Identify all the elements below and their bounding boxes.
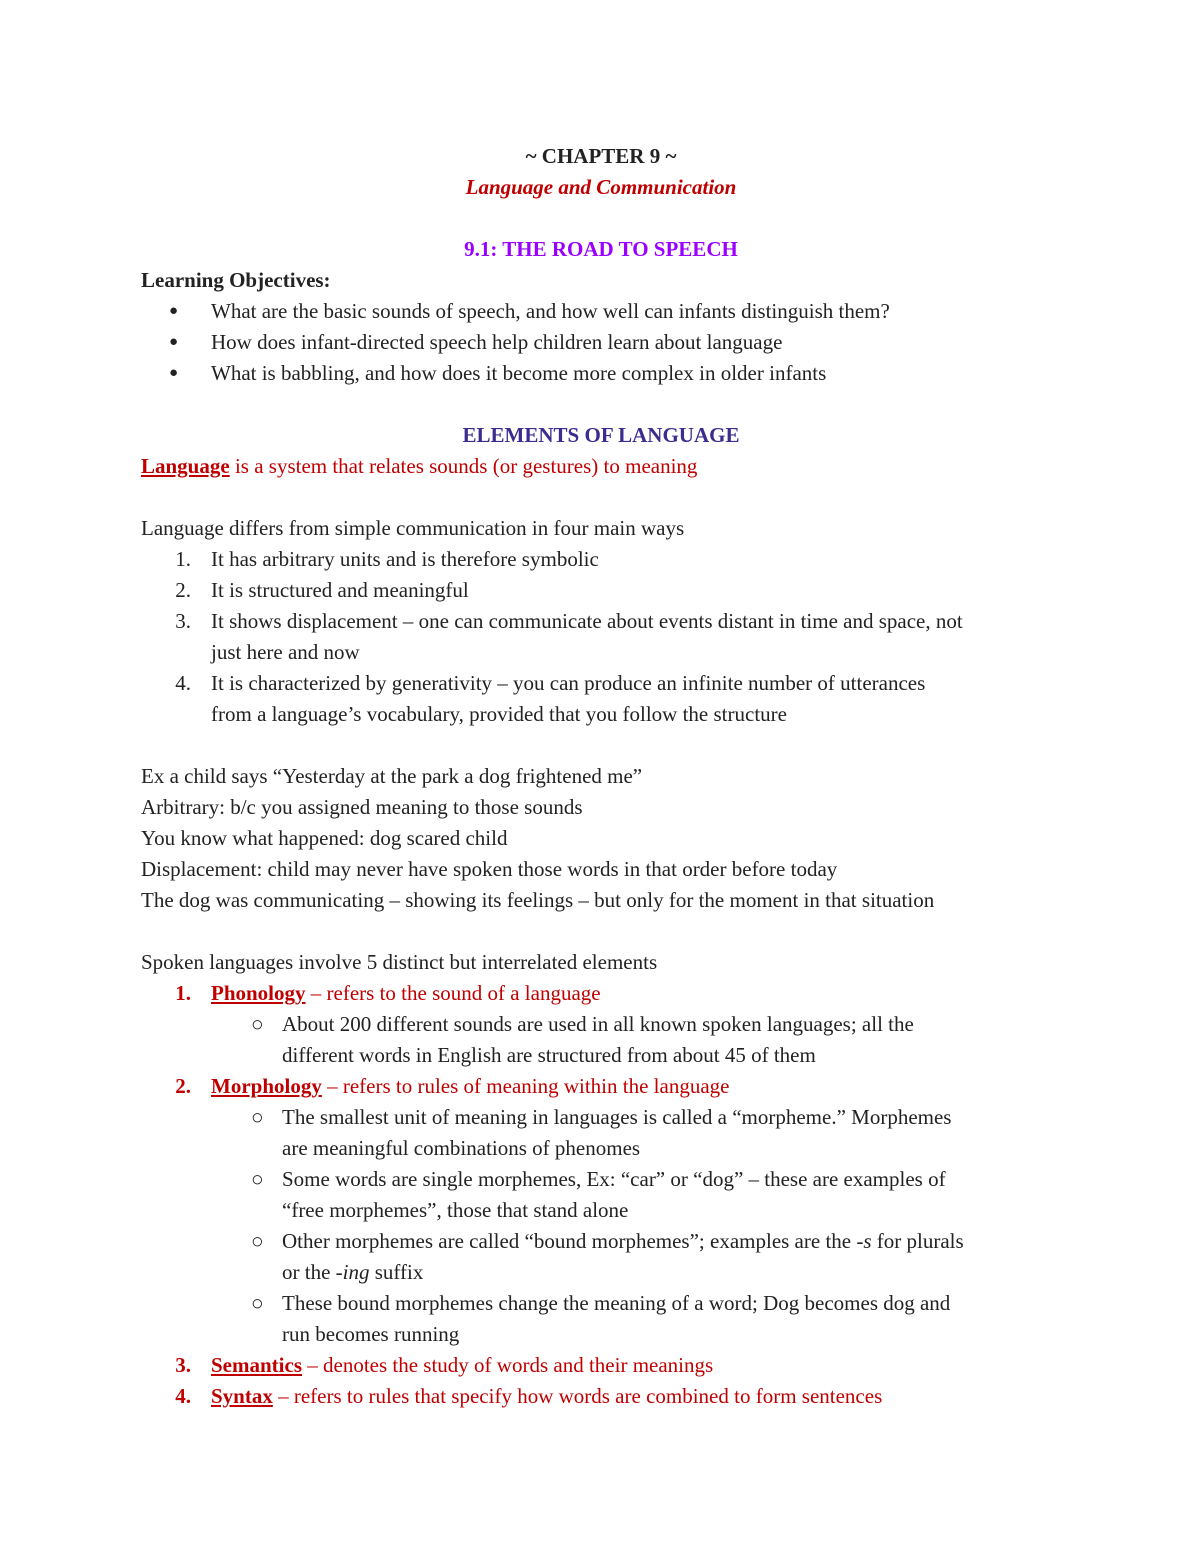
objectives-label: Learning Objectives: [141,268,331,292]
bullet-icon: ● [169,303,179,319]
term-syntax: Syntax [211,1384,273,1408]
element-phonology: 1. Phonology – refers to the sound of a language [175,981,601,1005]
term-phonology: Phonology [211,981,306,1005]
term-semantics: Semantics [211,1353,302,1377]
example-line: Arbitrary: b/c you assigned meaning to those sounds [141,795,583,819]
element-semantics: 3. Semantics – denotes the study of words and their meanings [175,1353,714,1377]
chapter-heading: ~ CHAPTER 9 ~ [525,144,677,168]
sub-item: ○ Other morphemes are called “bound morphemes”; examples are the -s for plurals or the -ing suffix [141,1226,1061,1288]
sub-item: ○ About 200 different sounds are used in all known spoken languages; all the different words in English are structured from about 45 of them [141,1009,1061,1071]
term-morphology: Morphology [211,1074,322,1098]
sub-item: ○ Some words are single morphemes, Ex: “car” or “dog” – these are examples of “free morphemes”, those that stand alone [141,1164,1061,1226]
objective-item: ● What is babbling, and how does it become more complex in older infants [141,358,1061,389]
difference-item: 3. It shows displacement – one can communicate about events distant in time and space, not just here and now [175,609,963,664]
difference-item: 1. It has arbitrary units and is therefore symbolic [175,547,599,571]
sub-item: ○ The smallest unit of meaning in languages is called a “morpheme.” Morphemes are meaningful combinations of phenomes [141,1102,1061,1164]
element-morphology: 2. Morphology – refers to rules of meaning within the language [175,1074,730,1098]
section-title-road-to-speech: 9.1: THE ROAD TO SPEECH [464,237,738,261]
elements-intro: Spoken languages involve 5 distinct but interrelated elements [141,950,658,974]
difference-item: 4. It is characterized by generativity – you can produce an infinite number of utterances from a language’s vocabulary, provided that you follow the structure [175,671,926,726]
circle-bullet-icon: ○ [251,1105,264,1129]
example-line: You know what happened: dog scared child [141,826,508,850]
section-title-elements: ELEMENTS OF LANGUAGE [462,423,740,447]
term-language: Language [141,454,230,478]
example-line: Displacement: child may never have spoken those words in that order before today [141,857,838,881]
example-line: The dog was communicating – showing its feelings – but only for the moment in that situation [141,888,935,912]
element-syntax: 4. Syntax – refers to rules that specify how words are combined to form sentences [175,1384,883,1408]
circle-bullet-icon: ○ [251,1229,264,1253]
document-page [141,141,1061,1412]
objective-item: ● What are the basic sounds of speech, and how well can infants distinguish them? [141,296,1061,327]
difference-item: 2. It is structured and meaningful [175,578,469,602]
bullet-icon: ● [169,365,179,381]
language-definition: Language is a system that relates sounds (or gestures) to meaning [141,454,698,478]
circle-bullet-icon: ○ [251,1167,264,1191]
sub-item: ○ These bound morphemes change the meaning of a word; Dog becomes dog and run becomes running [141,1288,1061,1350]
bullet-icon: ● [169,334,179,350]
objective-item: ● How does infant-directed speech help children learn about language [141,327,1061,358]
chapter-subtitle: Language and Communication [465,175,737,199]
circle-bullet-icon: ○ [251,1012,264,1036]
example-line: Ex a child says “Yesterday at the park a dog frightened me” [141,764,643,788]
differs-intro: Language differs from simple communication in four main ways [141,516,685,540]
circle-bullet-icon: ○ [251,1291,264,1315]
